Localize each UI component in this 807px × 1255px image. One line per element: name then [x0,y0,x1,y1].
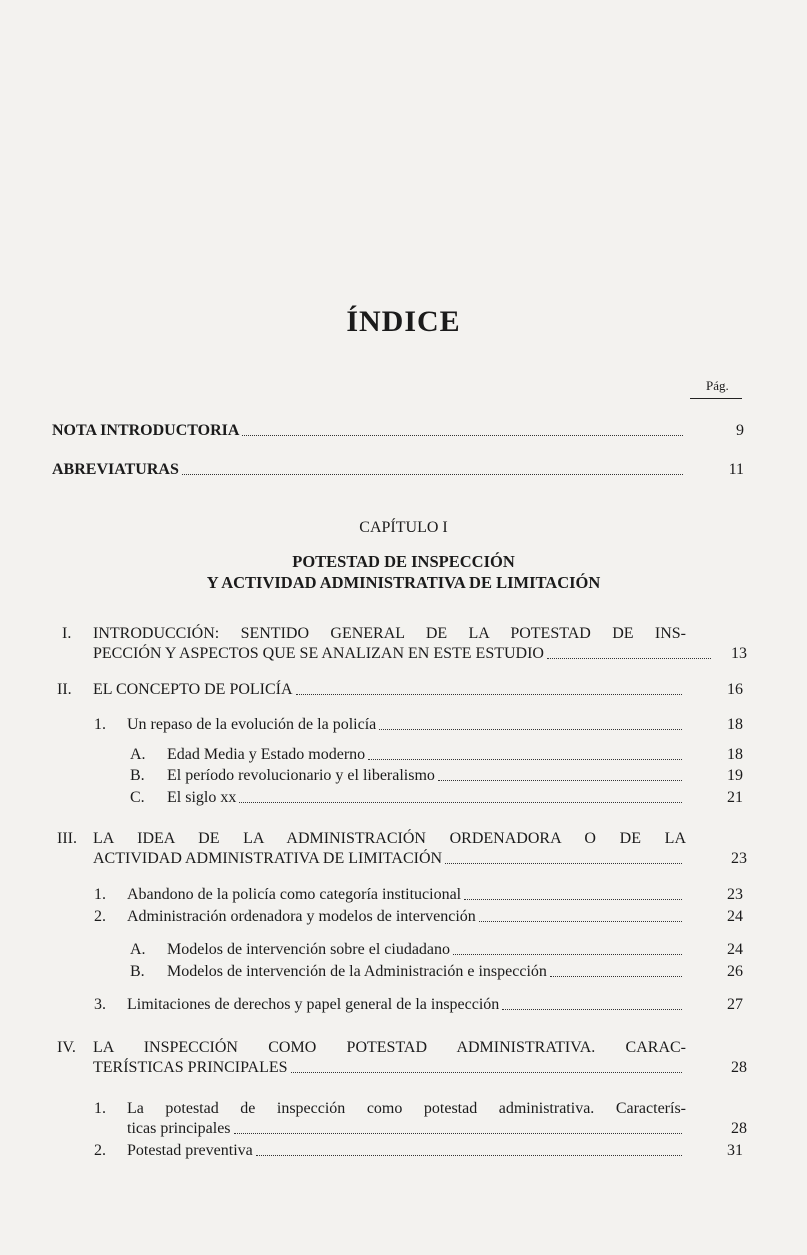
toc-entry-label: Un repaso de la evolución de la policía [127,716,377,733]
dot-leader [239,802,682,803]
toc-entry-line2 [93,1058,686,1078]
toc-entry-page: 23 [731,850,747,867]
toc-entry-page: 18 [727,746,743,763]
toc-section-number: IV. [57,1039,76,1056]
toc-section-number: 2. [94,908,106,925]
chapter-title-line2: Y ACTIVIDAD ADMINISTRATIVA DE LIMITACIÓN [206,573,601,592]
toc-entry-label-line2: TERÍSTICAS PRINCIPALES [93,1059,288,1076]
toc-entry-page: 9 [736,422,744,439]
toc-subsection-2-1[interactable] [94,715,743,735]
toc-item-2-1-c[interactable] [130,788,743,808]
toc-entry-page: 24 [727,908,743,925]
dot-leader [234,1133,682,1134]
dot-leader [182,474,683,475]
toc-section-number: III. [57,830,77,847]
toc-entry-line2 [93,644,715,664]
toc-item-2-1-b[interactable] [130,766,743,786]
toc-section-number: B. [130,767,145,784]
dot-leader [438,780,682,781]
toc-entry-page: 16 [727,681,743,698]
toc-section-number: I. [62,625,72,642]
toc-item-3-2-b[interactable] [130,962,743,982]
toc-entry-line2 [127,1119,686,1139]
toc-entry-page: 18 [727,716,743,733]
toc-entry-page: 28 [731,1120,747,1137]
toc-entry-label: Modelos de intervención de la Administración e inspección [167,963,547,980]
toc-entry-label: ABREVIATURAS [52,461,179,478]
toc-entry-label-line1: INTRODUCCIÓN: SENTIDO GENERAL DE LA POTESTAD DE INS- [93,625,686,642]
toc-entry-label: Administración ordenadora y modelos de intervención [127,908,476,925]
dot-leader [502,1009,682,1010]
toc-entry-page: 11 [728,461,744,478]
toc-entry-label-line2: ACTIVIDAD ADMINISTRATIVA DE LIMITACIÓN [93,850,443,867]
dot-leader [453,954,682,955]
toc-entry-label-line2: PECCIÓN Y ASPECTOS QUE SE ANALIZAN EN ESTE ESTUDIO [93,645,544,662]
toc-entry-label: Limitaciones de derechos y papel general de la inspección [127,996,500,1013]
chapter-title-line1: POTESTAD DE INSPECCIÓN [292,552,515,571]
toc-entry-page: 26 [727,963,743,980]
toc-section-2[interactable] [57,680,743,700]
toc-entry-label: El período revolucionario y el liberalismo [167,767,435,784]
toc-entry-page: 27 [727,996,743,1013]
dot-leader [256,1155,682,1156]
page-column-rule [690,398,742,399]
dot-leader [547,658,711,659]
toc-section-number: A. [130,746,146,763]
toc-entry-label: El siglo xx [167,789,237,806]
dot-leader [291,1072,682,1073]
dot-leader [296,694,682,695]
toc-entry-page: 19 [727,767,743,784]
page-column-label: Pág. [706,378,729,393]
toc-subsection-3-2[interactable] [94,907,743,927]
toc-section-number: 1. [94,1100,106,1117]
dot-leader [379,729,682,730]
dot-leader [479,921,682,922]
dot-leader [368,759,682,760]
toc-section-number: C. [130,789,145,806]
toc-section-number: 1. [94,716,106,733]
toc-subsection-3-3[interactable] [94,995,743,1015]
toc-entry-page: 21 [727,789,743,806]
page-title: ÍNDICE [346,305,461,338]
toc-section-1[interactable] [62,624,747,664]
toc-section-number: 1. [94,886,106,903]
toc-section-number: 2. [94,1142,106,1159]
toc-section-number: 3. [94,996,106,1013]
toc-subsection-4-1[interactable] [94,1099,747,1139]
toc-section-4[interactable] [57,1038,747,1078]
toc-entry-label: Edad Media y Estado moderno [167,746,366,763]
toc-entry-label-line2: ticas principales [127,1120,231,1137]
toc-subsection-4-2[interactable] [94,1141,743,1161]
toc-entry-abreviaturas[interactable] [52,460,744,480]
chapter-number: CAPÍTULO I [359,519,448,536]
toc-entry-label-line1: LA IDEA DE LA ADMINISTRACIÓN ORDENADORA O DE LA [93,830,686,847]
toc-entry-label: Abandono de la policía como categoría institucional [127,886,462,903]
toc-item-2-1-a[interactable] [130,745,743,765]
toc-subsection-3-1[interactable] [94,885,743,905]
toc-section-number: B. [130,963,145,980]
dot-leader [445,863,682,864]
toc-entry-page: 13 [731,645,747,662]
toc-entry-label: EL CONCEPTO DE POLICÍA [93,681,293,698]
toc-entry-nota[interactable] [52,421,744,441]
dot-leader [242,435,683,436]
toc-entry-label-line1: La potestad de inspección como potestad administrativa. Caracterís- [127,1100,686,1117]
toc-item-3-2-a[interactable] [130,940,743,960]
toc-entry-page: 24 [727,941,743,958]
toc-entry-page: 31 [727,1142,743,1159]
dot-leader [550,976,682,977]
toc-entry-page: 28 [731,1059,747,1076]
toc-section-number: II. [57,681,72,698]
toc-section-3[interactable] [57,829,747,869]
toc-entry-label-line1: LA INSPECCIÓN COMO POTESTAD ADMINISTRATIVA. CARAC- [93,1039,686,1056]
toc-entry-label: Modelos de intervención sobre el ciudadano [167,941,451,958]
toc-entry-page: 23 [727,886,743,903]
toc-section-number: A. [130,941,146,958]
dot-leader [464,899,682,900]
toc-entry-label: Potestad preventiva [127,1142,253,1159]
toc-entry-line2 [93,849,686,869]
toc-entry-label: NOTA INTRODUCTORIA [52,422,240,439]
